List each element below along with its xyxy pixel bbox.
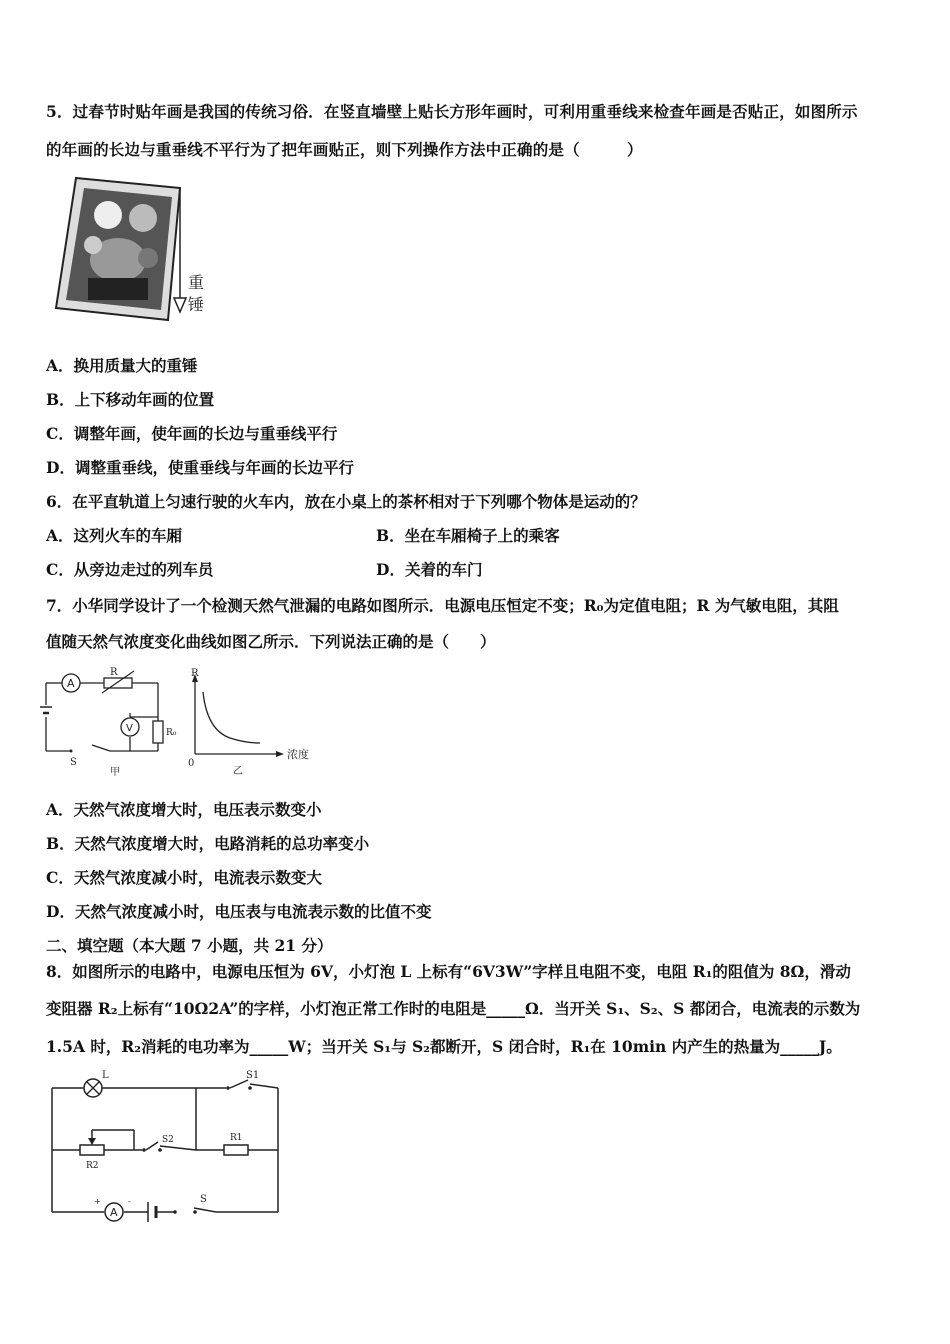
q5-option-c: C．调整年画，使年画的长边与重垂线平行 [46,424,338,443]
q7-option-a: A．天然气浓度增大时，电压表示数变小 [46,800,322,819]
ammeter-label: A [110,1206,118,1219]
switch-s1-label: S1 [246,1070,260,1081]
q5-option-b: B．上下移动年画的位置 [46,390,215,409]
r1-label: R1 [230,1133,243,1143]
q5-option-a: A．换用质量大的重锤 [46,356,198,375]
q7-figure-graph-b [185,668,325,780]
q6-option-b: B．坐在车厢椅子上的乘客 [376,526,560,545]
q5-figure-new-year-painting [48,170,218,330]
q7-line-1: 7．小华同学设计了一个检测天然气泄漏的电路如图所示．电源电压恒定不变；R₀为定值电阻；R 为气敏电阻，其阻 [46,596,839,615]
plumb-label-1: 重 [188,273,205,292]
ammeter-label: A [67,677,75,690]
q6-option-c: C．从旁边走过的列车员 [46,560,214,579]
figure-a-caption: 甲 [110,767,120,778]
fixed-resistor-r0 [153,721,163,743]
plumb-bob-icon [174,298,186,312]
q5-line-2: 的年画的长边与重垂线不平行为了把年画贴正，则下列操作方法中正确的是（ ） [46,140,643,159]
q7-option-b: B．天然气浓度增大时，电路消耗的总功率变小 [46,834,370,853]
switch-s-label: S [200,1194,207,1205]
r0-label: R₀ [166,728,177,738]
q8-line-1: 8．如图所示的电路中，电源电压恒为 6V，小灯泡 L 上标有“6V3W”字样且电阻不变，电阻 R₁的阻值为 8Ω，滑动 [46,962,851,981]
q7-figure-circuit-a [40,665,190,780]
q8-line-2: 变阻器 R₂上标有“10Ω2A”的字样，小灯泡正常工作时的电阻是_____Ω．当开关 S₁、S₂、S 都闭合，电流表的示数为 [46,999,861,1018]
resistor-r-label: R [110,667,118,678]
plumb-label-2: 锤 [188,295,205,314]
ammeter-minus: - [128,1197,131,1206]
graph-origin: 0 [188,758,195,769]
q8-line-3: 1.5A 时，R₂消耗的电功率为_____W；当开关 S₁与 S₂都断开，S 闭合时，R₁在 10min 内产生的热量为_____J。 [46,1037,842,1056]
q6-option-a: A．这列火车的车厢 [46,526,183,545]
q5-line-1: 5．过春节时贴年画是我国的传统习俗．在竖直墙壁上贴长方形年画时，可利用重垂线来检查年画是否贴正，如图所示 [46,102,858,121]
section-2-heading: 二、填空题（本大题 7 小题，共 21 分） [46,936,333,955]
graph-y-label: R [191,668,199,679]
q6-line-1: 6．在平直轨道上匀速行驶的火车内，放在小桌上的茶杯相对于下列哪个物体是运动的？ [46,492,646,511]
q7-option-d: D．天然气浓度减小时，电压表与电流表示数的比值不变 [46,902,432,921]
resistor-r1 [224,1145,248,1155]
switch-s-label: S [70,757,77,768]
rheostat-r2 [80,1145,104,1155]
r2-label: R2 [86,1161,99,1171]
graph-x-label: 浓度 [287,748,309,761]
lamp-label: L [102,1070,109,1081]
q6-option-d: D．关着的车门 [376,560,483,579]
q7-line-2: 值随天然气浓度变化曲线如图乙所示．下列说法正确的是（ ） [46,632,496,651]
ammeter-plus: + [94,1197,101,1206]
voltmeter-label: V [126,723,133,734]
q8-figure-circuit [44,1068,294,1228]
gas-sensor-resistor [104,678,132,688]
q7-option-c: C．天然气浓度减小时，电流表示数变大 [46,868,322,887]
q5-option-d: D．调整重垂线，使重垂线与年画的长边平行 [46,458,354,477]
figure-b-caption: 乙 [233,766,243,777]
resistance-curve [203,692,260,743]
switch-s2-label: S2 [162,1135,174,1145]
painting-image [56,178,180,320]
